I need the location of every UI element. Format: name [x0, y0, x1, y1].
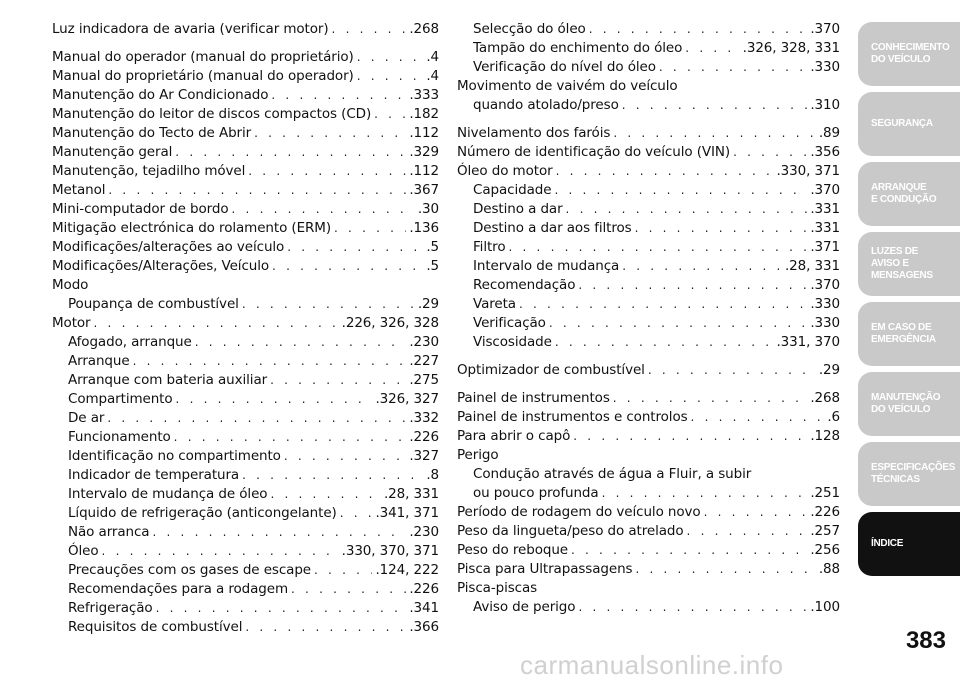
section-tab[interactable]: ÍNDICE	[858, 512, 960, 576]
index-entry	[52, 599, 439, 618]
index-entry-page: .330	[810, 59, 840, 75]
index-entry-page: .331	[810, 201, 840, 217]
index-entry-page: .268	[810, 390, 840, 406]
dot-leader	[519, 295, 807, 314]
index-entry-label: Óleo do motor	[457, 163, 553, 179]
index-entry-page: .128	[810, 428, 840, 444]
index-entry	[457, 541, 840, 560]
index-entry-label: Identificação no compartimento	[68, 448, 281, 464]
index-entry-label: ou pouco profunda	[473, 485, 599, 501]
index-entry-page: .28, 331	[784, 258, 840, 274]
index-entry	[457, 162, 840, 181]
section-tab[interactable]: LUZES DE AVISO E MENSAGENS	[858, 232, 960, 296]
dot-leader	[648, 361, 816, 380]
dot-leader	[635, 560, 815, 579]
index-entry	[457, 446, 840, 465]
index-entry	[52, 447, 439, 466]
dot-leader	[357, 67, 424, 86]
index-entry	[457, 389, 840, 408]
dot-leader	[332, 20, 407, 39]
index-entry-page: .8	[426, 467, 439, 483]
index-entry	[52, 143, 439, 162]
index-entry-label: Pisca-piscas	[457, 580, 538, 596]
index-entry-label: quando atolado/preso	[473, 97, 619, 113]
index-entry-label: Filtro	[473, 239, 506, 255]
index-entry	[52, 219, 439, 238]
index-entry-label: Manutenção do Ar Condicionado	[52, 87, 269, 103]
dot-leader	[589, 20, 808, 39]
index-entry	[457, 20, 840, 39]
dot-leader	[691, 408, 825, 427]
index-entry-label: Mitigação electrónica do rolamento (ERM)	[52, 220, 332, 236]
index-entry-page: .330, 370, 371	[341, 543, 439, 559]
index-entry-page: .112	[409, 163, 439, 179]
index-entry-page: .327	[409, 448, 439, 464]
dot-leader	[659, 58, 807, 77]
index-entry	[457, 579, 840, 598]
index-entry	[457, 276, 840, 295]
dot-leader	[232, 200, 415, 219]
dot-leader	[602, 484, 808, 503]
index-entry-label: Tampão do enchimento do óleo	[473, 40, 683, 56]
dot-leader	[254, 124, 406, 143]
dot-leader	[107, 409, 406, 428]
index-entry-label: Para abrir o capô	[457, 428, 571, 444]
dot-leader	[566, 200, 808, 219]
index-entry-page: .256	[810, 542, 840, 558]
dot-leader	[133, 352, 407, 371]
index-entry-label: Modificações/alterações ao veículo	[52, 239, 285, 255]
index-entry	[457, 314, 840, 333]
index-entry-page: .326, 328, 331	[742, 40, 840, 56]
index-entry-page: .88	[818, 561, 840, 577]
section-tab[interactable]: ESPECIFICAÇÕES TÉCNICAS	[858, 442, 960, 506]
index-entry-label: Mini-computador de bordo	[52, 201, 229, 217]
index-entry-label: Manutenção geral	[52, 144, 173, 160]
section-tab[interactable]: ARRANQUE E CONDUÇÃO	[858, 162, 960, 226]
index-entry	[457, 361, 840, 380]
index-entry-label: Não arranca	[68, 524, 150, 540]
index-entry-page: .5	[426, 239, 439, 255]
index-entry-page: .6	[827, 409, 840, 425]
dot-leader	[622, 257, 782, 276]
index-entry	[457, 219, 840, 238]
dot-leader	[556, 162, 774, 181]
index-entry-label: Destino a dar aos filtros	[473, 220, 632, 236]
index-entry-label: Nivelamento dos faróis	[457, 125, 611, 141]
dot-leader	[242, 466, 423, 485]
index-entry	[457, 465, 840, 484]
dot-leader	[175, 143, 406, 162]
index-entry	[52, 295, 439, 314]
index-entry	[52, 276, 439, 295]
index-entry	[457, 238, 840, 257]
dot-leader	[573, 427, 807, 446]
index-entry-label: Arranque com bateria auxiliar	[68, 372, 268, 388]
dot-leader	[102, 542, 339, 561]
index-entry	[457, 39, 840, 58]
index-entry-page: .226, 326, 328	[341, 315, 439, 331]
index-entry	[52, 333, 439, 352]
index-entry	[457, 427, 840, 446]
dot-leader	[245, 618, 406, 637]
index-entry	[457, 295, 840, 314]
index-entry-label: Manual do proprietário (manual do operador)	[52, 68, 354, 84]
index-entry	[457, 484, 840, 503]
index-entry	[457, 181, 840, 200]
index-entry-page: .370	[810, 21, 840, 37]
index-entry-page: .356	[810, 144, 840, 160]
section-tabs	[858, 22, 960, 582]
index-entry-page: .226	[409, 429, 439, 445]
dot-leader	[613, 389, 808, 408]
index-entry-label: Óleo	[68, 543, 99, 559]
index-entry-label: Peso do reboque	[457, 542, 568, 558]
dot-leader	[555, 333, 774, 352]
index-entry-page: .182	[409, 106, 439, 122]
index-entry-page: .136	[409, 220, 439, 236]
index-entry-label: Funcionamento	[68, 429, 171, 445]
index-entry	[457, 503, 840, 522]
section-tab[interactable]: SEGURANÇA	[858, 92, 960, 156]
index-entry	[52, 48, 439, 67]
index-entry-label: Optimizador de combustível	[457, 362, 645, 378]
index-entry	[52, 124, 439, 143]
index-entry-page: .332	[409, 410, 439, 426]
index-entry	[457, 522, 840, 541]
dot-leader	[549, 314, 807, 333]
index-entry-label: Perigo	[457, 447, 499, 463]
index-entry-page: .341, 371	[375, 505, 439, 521]
index-entry	[52, 86, 439, 105]
index-entry-page: .326, 327	[375, 391, 439, 407]
index-entry	[52, 67, 439, 86]
index-entry	[457, 77, 840, 96]
index-entry-page: .5	[426, 258, 439, 274]
index-entry-label: Metanol	[52, 182, 106, 198]
index-entry	[52, 580, 439, 599]
dot-leader	[152, 523, 406, 542]
index-entry	[457, 96, 840, 115]
index-entry	[52, 105, 439, 124]
dot-leader	[176, 390, 373, 409]
dot-leader	[94, 314, 339, 333]
index-entry	[52, 542, 439, 561]
index-entry-page: .4	[426, 49, 439, 65]
index-entry-label: Viscosidade	[473, 334, 552, 350]
index-entry-label: Pisca para Ultrapassagens	[457, 561, 633, 577]
index-entry-page: .370	[810, 277, 840, 293]
index-entry-label: Refrigeração	[68, 600, 153, 616]
index-entry-label: Intervalo de mudança	[473, 258, 620, 274]
index-entry-label: Recomendações para a rodagem	[68, 581, 289, 597]
index-entry-label: Peso da lingueta/peso do atrelado	[457, 523, 684, 539]
index-entry-label: Verificação	[473, 315, 546, 331]
dot-leader	[635, 219, 808, 238]
index-entry-label: Capacidade	[473, 182, 552, 198]
dot-leader	[174, 428, 407, 447]
dot-leader	[284, 447, 406, 466]
index-entry	[457, 58, 840, 77]
dot-leader	[578, 276, 807, 295]
dot-leader	[287, 238, 423, 257]
index-entry-label: Líquido de refrigeração (anticongelante)	[68, 505, 337, 521]
index-entry	[457, 200, 840, 219]
watermark: carmanualsonline.info	[520, 650, 784, 680]
index-entry-page: .124, 222	[375, 562, 439, 578]
index-entry-page: .330	[810, 315, 840, 331]
index-entry-page: .275	[409, 372, 439, 388]
dot-leader	[357, 48, 424, 67]
section-tab[interactable]: MANUTENÇÃO DO VEÍCULO	[858, 372, 960, 436]
index-entry-page: .226	[810, 504, 840, 520]
index-entry	[457, 257, 840, 276]
section-tab[interactable]: EM CASO DE EMERGÊNCIA	[858, 302, 960, 366]
index-entry-page: .28, 331	[383, 486, 439, 502]
index-entry-label: Selecção do óleo	[473, 21, 586, 37]
dot-leader	[704, 503, 808, 522]
index-entry	[52, 371, 439, 390]
index-entry	[52, 485, 439, 504]
index-entry-page: .330, 371	[776, 163, 840, 179]
dot-leader	[613, 124, 816, 143]
section-tab[interactable]: CONHECIMENTO DO VEÍCULO	[858, 22, 960, 86]
index-entry-page: .330	[810, 296, 840, 312]
index-entry-label: Período de rodagem do veículo novo	[457, 504, 701, 520]
index-entry	[52, 200, 439, 219]
index-entry-page: .230	[409, 524, 439, 540]
index-entry-page: .226	[409, 581, 439, 597]
index-entry-page: .29	[417, 296, 439, 312]
index-entry	[52, 504, 439, 523]
dot-leader	[571, 541, 807, 560]
index-entry	[52, 561, 439, 580]
index-column-left	[52, 20, 439, 637]
index-entry	[457, 143, 840, 162]
index-entry-label: Destino a dar	[473, 201, 563, 217]
index-entry	[52, 523, 439, 542]
index-entry-label: Painel de instrumentos e controlos	[457, 409, 688, 425]
index-entry	[52, 162, 439, 181]
index-entry-page: .100	[810, 599, 840, 615]
index-entry-page: .371	[810, 239, 840, 255]
index-entry-page: .112	[409, 125, 439, 141]
index-entry	[52, 20, 439, 39]
index-entry-label: Motor	[52, 315, 91, 331]
index-entry	[52, 466, 439, 485]
index-entry-page: .370	[810, 182, 840, 198]
index-entry-label: Movimento de vaivém do veículo	[457, 78, 678, 94]
dot-leader	[554, 181, 807, 200]
index-entry-label: Condução através de água a Fluir, a subir	[473, 466, 752, 482]
index-entry-page: .4	[426, 68, 439, 84]
index-entry-label: Arranque	[68, 353, 130, 369]
index-entry-label: Número de identificação do veículo (VIN)	[457, 144, 731, 160]
index-entry-page: .310	[810, 97, 840, 113]
index-entry	[457, 560, 840, 579]
index-entry-label: Poupança de combustível	[68, 296, 239, 312]
index-entry-page: .227	[409, 353, 439, 369]
dot-leader	[509, 238, 808, 257]
dot-leader	[272, 257, 423, 276]
index-entry	[457, 333, 840, 352]
index-entry-label: Modificações/Alterações, Veículo	[52, 258, 270, 274]
dot-leader	[108, 181, 406, 200]
index-entry-label: Afogado, arranque	[68, 334, 192, 350]
index-entry	[457, 124, 840, 143]
index-entry-label: Intervalo de mudança de óleo	[68, 486, 268, 502]
index-entry-label: Modo	[52, 277, 89, 293]
index-entry-page: .257	[810, 523, 840, 539]
index-entry-page: .230	[409, 334, 439, 350]
index-entry	[52, 390, 439, 409]
index-entry-page: .331	[810, 220, 840, 236]
index-entry-label: Compartimento	[68, 391, 173, 407]
index-entry	[52, 257, 439, 276]
index-entry-label: Vareta	[473, 296, 516, 312]
dot-leader	[340, 504, 373, 523]
dot-leader	[291, 580, 406, 599]
index-entry-page: .333	[409, 87, 439, 103]
index-entry-page: .29	[818, 362, 840, 378]
index-column-right	[457, 20, 840, 617]
dot-leader	[578, 598, 807, 617]
index-entry	[52, 352, 439, 371]
index-entry-page: .366	[409, 619, 439, 635]
index-entry	[457, 598, 840, 617]
dot-leader	[270, 485, 381, 504]
index-entry-page: .329	[409, 144, 439, 160]
index-entry-label: Manual do operador (manual do proprietário)	[52, 49, 354, 65]
page-number: 383	[905, 627, 946, 654]
dot-leader	[374, 105, 406, 124]
dot-leader	[195, 333, 407, 352]
dot-leader	[270, 371, 406, 390]
index-entry-label: Aviso de perigo	[473, 599, 576, 615]
dot-leader	[156, 599, 407, 618]
index-entry-page: .341	[409, 600, 439, 616]
index-entry	[52, 409, 439, 428]
index-entry-label: De ar	[68, 410, 105, 426]
dot-leader	[271, 86, 406, 105]
index-entry	[457, 408, 840, 427]
index-entry	[52, 428, 439, 447]
index-entry	[52, 181, 439, 200]
dot-leader	[334, 219, 406, 238]
index-entry-label: Indicador de temperatura	[68, 467, 240, 483]
index-entry-label: Manutenção do leitor de discos compactos (CD)	[52, 106, 372, 122]
index-entry-page: .268	[409, 21, 439, 37]
index-entry-page: .367	[409, 182, 439, 198]
dot-leader	[248, 162, 406, 181]
index-entry	[52, 618, 439, 637]
index-entry-page: .331, 370	[776, 334, 840, 350]
dot-leader	[685, 39, 739, 58]
dot-leader	[733, 143, 807, 162]
index-entry-label: Requisitos de combustível	[68, 619, 243, 635]
index-entry-label: Painel de instrumentos	[457, 390, 610, 406]
index-entry-page: .251	[810, 485, 840, 501]
index-entry-label: Manutenção, tejadilho móvel	[52, 163, 246, 179]
index-entry-page: .30	[417, 201, 439, 217]
index-entry-label: Verificação do nível do óleo	[473, 59, 656, 75]
index-entry-page: .89	[818, 125, 840, 141]
index-entry	[52, 238, 439, 257]
dot-leader	[622, 96, 808, 115]
index-entry-label: Recomendação	[473, 277, 576, 293]
index-entry-label: Precauções com os gases de escape	[68, 562, 312, 578]
index-entry-label: Manutenção do Tecto de Abrir	[52, 125, 252, 141]
dot-leader	[242, 295, 415, 314]
index-entry-label: Luz indicadora de avaria (verificar motor)	[52, 21, 329, 37]
dot-leader	[314, 561, 372, 580]
index-entry	[52, 314, 439, 333]
dot-leader	[687, 522, 808, 541]
